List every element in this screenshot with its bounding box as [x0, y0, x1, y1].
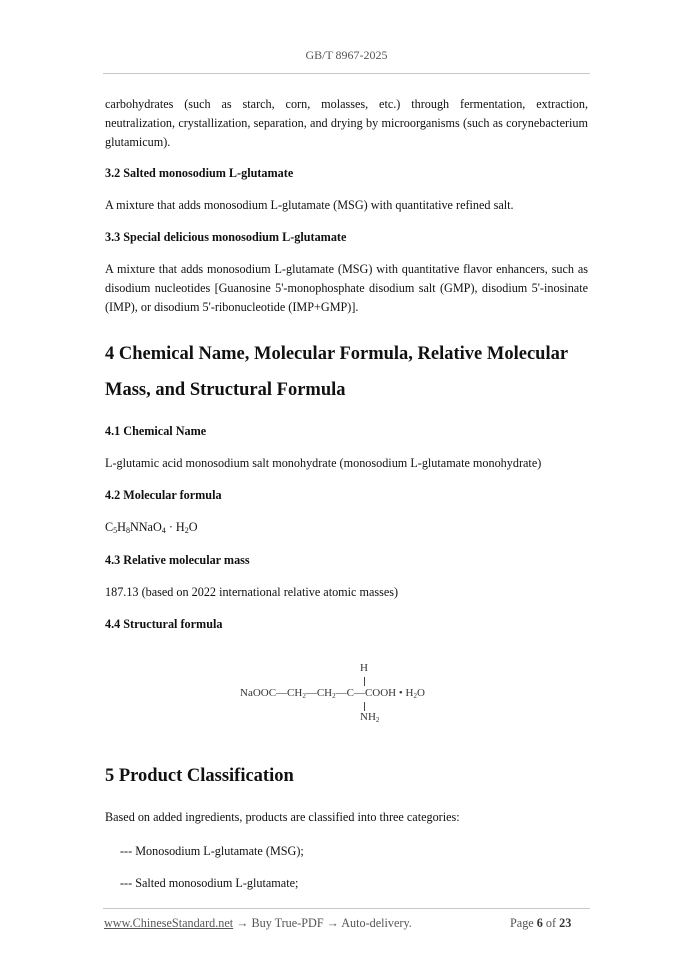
structure-top-hydrogen: H: [360, 662, 368, 674]
section-4-title-line1: 4 Chemical Name, Molecular Formula, Relative Molecular: [105, 344, 569, 364]
site-link[interactable]: www.ChineseStandard.net: [104, 916, 234, 930]
chemical-name-text: L-glutamic acid monosodium salt monohydrate (monosodium L-glutamate monohydrate): [105, 456, 542, 470]
paragraph-3-3: A mixture that adds monosodium L-glutamate (MSG) with quantitative flavor enhancers, such as disodium nucleotides [Guanosine 5'-monophosphate disodium salt (GMP), disodium 5'-inosinate (IMP), or disodium 5'-ribonucleotide (IMP+GMP)].: [105, 262, 588, 314]
footer-promo: [104, 916, 412, 931]
header-divider: [103, 73, 590, 74]
page-header-standard-code: GB/T 8967-2025: [305, 48, 388, 62]
structure-bond-bottom: [364, 702, 365, 711]
structure-main-chain: $NaOOC—CH_2—CH_2—C—COOH$ • $H_2O$: [240, 687, 425, 700]
molecular-formula: $C_5H_8NNaO_4 \cdot H_2O$: [105, 520, 198, 535]
section-5-title: 5 Product Classification: [105, 766, 294, 786]
section-4-title-line2: Mass, and Structural Formula: [105, 380, 346, 400]
heading-4-4: 4.4 Structural formula: [105, 617, 223, 631]
list-item: --- Monosodium L-glutamate (MSG);: [120, 844, 304, 858]
structural-formula: [240, 662, 470, 728]
heading-4-2: 4.2 Molecular formula: [105, 488, 222, 502]
heading-4-1: 4.1 Chemical Name: [105, 424, 207, 438]
molecular-mass-text: 187.13 (based on 2022 international relative atomic masses): [105, 585, 399, 599]
current-page-number: 6: [536, 916, 543, 930]
section-5-intro: Based on added ingredients, products are classified into three categories:: [105, 810, 460, 824]
paragraph-3-2: A mixture that adds monosodium L-glutamate (MSG) with quantitative refined salt.: [105, 198, 514, 212]
page-indicator: Page 6 of 23: [510, 916, 572, 930]
structure-bond-top: [364, 677, 365, 686]
footer-promo-text: → Buy True-PDF → Auto-delivery.: [233, 916, 412, 930]
footer-divider: [103, 908, 590, 909]
intro-paragraph: carbohydrates (such as starch, corn, molasses, etc.) through fermentation, extraction, neutralization, crystallization, separation, and drying by microorganisms (such as corynebacterium glutamicum).: [105, 97, 588, 149]
list-item: --- Salted monosodium L-glutamate;: [120, 876, 299, 890]
total-pages-number: 23: [559, 916, 572, 930]
heading-4-3: 4.3 Relative molecular mass: [105, 553, 250, 567]
heading-3-2: 3.2 Salted monosodium L-glutamate: [105, 166, 294, 180]
heading-3-3: 3.3 Special delicious monosodium L-glutamate: [105, 230, 347, 244]
structure-amino-group: $NH_2$: [360, 711, 380, 724]
